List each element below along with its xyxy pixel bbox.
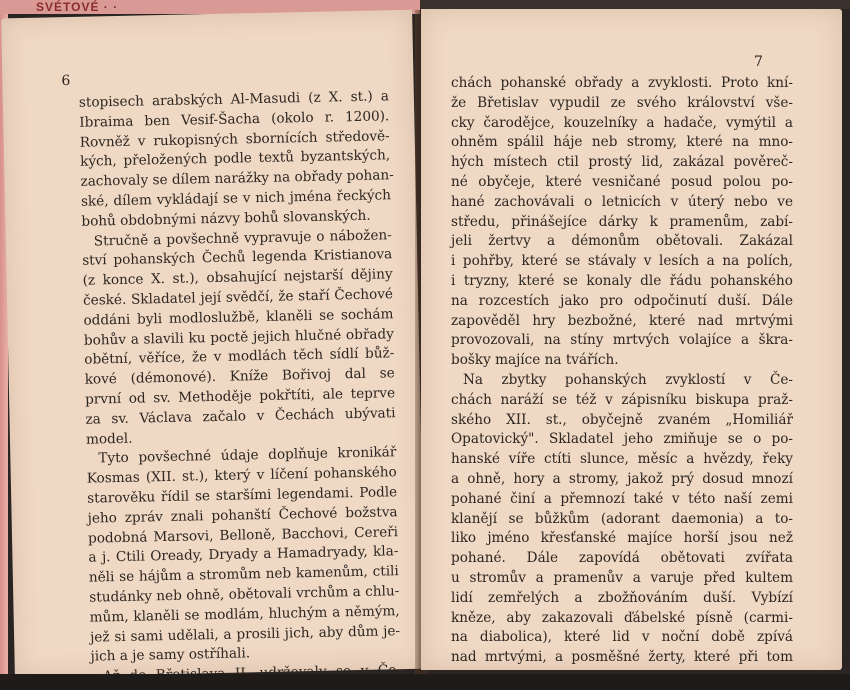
text-line: liko jméno křesťanské majíce horší jsou než — [451, 530, 793, 547]
text-line: jež si sami udělali, a prosili jich, aby dům je- — [89, 622, 401, 646]
text-line: a ohně, hory a stromy, jakož prý dosud mnozí — [451, 470, 793, 487]
background-edge — [420, 0, 850, 9]
text-line: Stručně a povšechně vypravuje o nábožen- — [93, 226, 392, 250]
text-line: Na zbytky pohanských zvyklostí v Če- — [463, 371, 793, 388]
text-line: jich a je samy ostříhali. — [90, 645, 251, 665]
text-line: ského XII. st., obyčejně zvaném „Homiliář — [451, 411, 793, 428]
text-line: že Břetislav vypudil ze svého království vše- — [451, 94, 793, 111]
text-line: oddáni byli modloslužbě, klaněli se sochám — [83, 305, 394, 329]
text-line: první od sv. Methoděje pokřtíti, ale teprve — [84, 385, 396, 408]
text-line: na rozcestích jako pro odpočinutí duší. Dále — [451, 292, 793, 309]
text-line: u stromův a pramenův a varuje před kultem — [451, 569, 793, 586]
text-line: středu, přinášejíce dárky k pramenům, zabí- — [451, 213, 793, 230]
text-line: model. — [85, 430, 133, 448]
text-line: hých místech ctil prostý lid, zakázal pověreč- — [451, 154, 793, 171]
text-line: Ibraima ben Vesif-Šacha (okolo r. 1200). — [79, 108, 390, 131]
text-line: chách naráží se též v zápisníku biskupa praž- — [451, 391, 793, 408]
text-line: klanějí se bůžkům (adorant daemonia) a to- — [451, 510, 793, 527]
text-line: lidí zemřelých a zbožňováním duší. Vybízí — [451, 589, 793, 606]
cover-strip-label: SVÉTOVÉ · · — [0, 0, 420, 14]
text-line: kové (démonové). Kníže Bořivoj dal se — [84, 365, 395, 388]
left-page — [1, 10, 426, 677]
left-page-number: 6 — [61, 72, 71, 90]
text-line: i pohřby, které se stávaly v lesích a na polích, — [451, 253, 793, 270]
text-line: Kosmas (XII. st.), který v líčení pohanského — [86, 464, 397, 487]
text-line: české. Skladatel její svědčí, že staří Čechové — [82, 286, 394, 309]
text-line: zapověděl hry bezbožné, které nad mrtvými — [451, 312, 793, 329]
text-line: pohané. Dále zapovídá obětovati zvířata — [451, 550, 793, 567]
text-line: a j. Ctili Oready, Dryady a Hamadryady, kla- — [88, 543, 399, 566]
right-page-text — [451, 74, 793, 668]
text-line: jeho zpráv znali pohanští Čechové božstva — [87, 503, 398, 527]
text-line: starověku řídil se staršími legendami. Podle — [87, 484, 398, 507]
text-line: hanské víře ctíti slunce, měsíc a hvězdy, řeky — [451, 451, 793, 468]
right-page — [421, 9, 842, 670]
text-line: nad mrtvými, a posměšné žerty, které při tom — [451, 649, 793, 666]
text-line: obětní, věříce, že v modlách těch sídlí bůž- — [84, 345, 395, 369]
text-line: ství pohanských Čechů legenda Kristianova — [82, 246, 393, 270]
text-line: pohané činí a přemnozí také v této naší zemi — [451, 490, 793, 507]
text-line: hané zachovávali o letnicích v úterý nebo ve — [451, 193, 793, 210]
text-line: i tryzny, které se konaly dle řádu pohanského — [451, 272, 793, 289]
text-line: cky čarodějce, kouzelníky a hadače, vymýtil a — [451, 114, 793, 131]
text-line: za sv. Václava začalo v Čechách ubývati — [85, 404, 396, 428]
text-line: né obyčeje, které vesničané posud polou po- — [451, 173, 793, 190]
text-line: ohněm spálil háje neb stromy, které na mno- — [451, 134, 793, 151]
text-line: Opatovický". Skladatel jeho zmiňuje se o po- — [451, 431, 793, 448]
text-line: podobná Marsovi, Belloně, Bacchovi, Cereři — [87, 523, 399, 547]
text-line: bošky majíce na tvářích. — [451, 352, 619, 369]
text-line: mům, klaněli se modlám, hluchým a němým, — [89, 602, 400, 626]
text-line: studánky neb ohně, obětovali vrchům a chlu- — [89, 583, 400, 606]
left-page-text — [79, 87, 401, 687]
text-line: něli se hájům a stromům neb kamenům, ctili — [88, 563, 399, 586]
text-line: Tyto povšechné údaje doplňuje kronikář — [98, 444, 397, 467]
text-line: (z konce X. st.), obsahující nejstarší dějiny — [82, 266, 393, 289]
text-line: zachovaly se dílem narážky na obřady pohan- — [80, 167, 394, 190]
text-line: stopisech arabských Al-Masudi (z X. st.) a — [78, 88, 390, 111]
text-line: kněze, aby zakazovali ďábelské písně (carmi- — [451, 609, 793, 626]
text-line: na diabolica), které lid v noční době zpívá — [451, 629, 793, 646]
text-line: kých, přeložených podle textů byzantských, — [80, 147, 391, 171]
text-line: bohů obdobnými názvy bohů slovanských. — [81, 207, 371, 230]
right-page-number: 7 — [754, 54, 763, 70]
text-line: ské, dílem vykládají se v nich jména řeckých — [80, 187, 392, 210]
text-line: bohův a slavili ku poctě jejich hlučné obřady — [83, 325, 395, 349]
bottom-edge — [0, 674, 850, 690]
text-line: provozovali, na stíny mrtvých volajíce a škra- — [451, 332, 793, 349]
text-line: Rovněž v rukopisných sbornících středově- — [79, 127, 390, 151]
text-line: jeli žertvy a démonům obětovali. Zakázal — [451, 233, 793, 250]
text-line: chách pohanské obřady a zvyklosti. Proto kní- — [451, 75, 793, 91]
